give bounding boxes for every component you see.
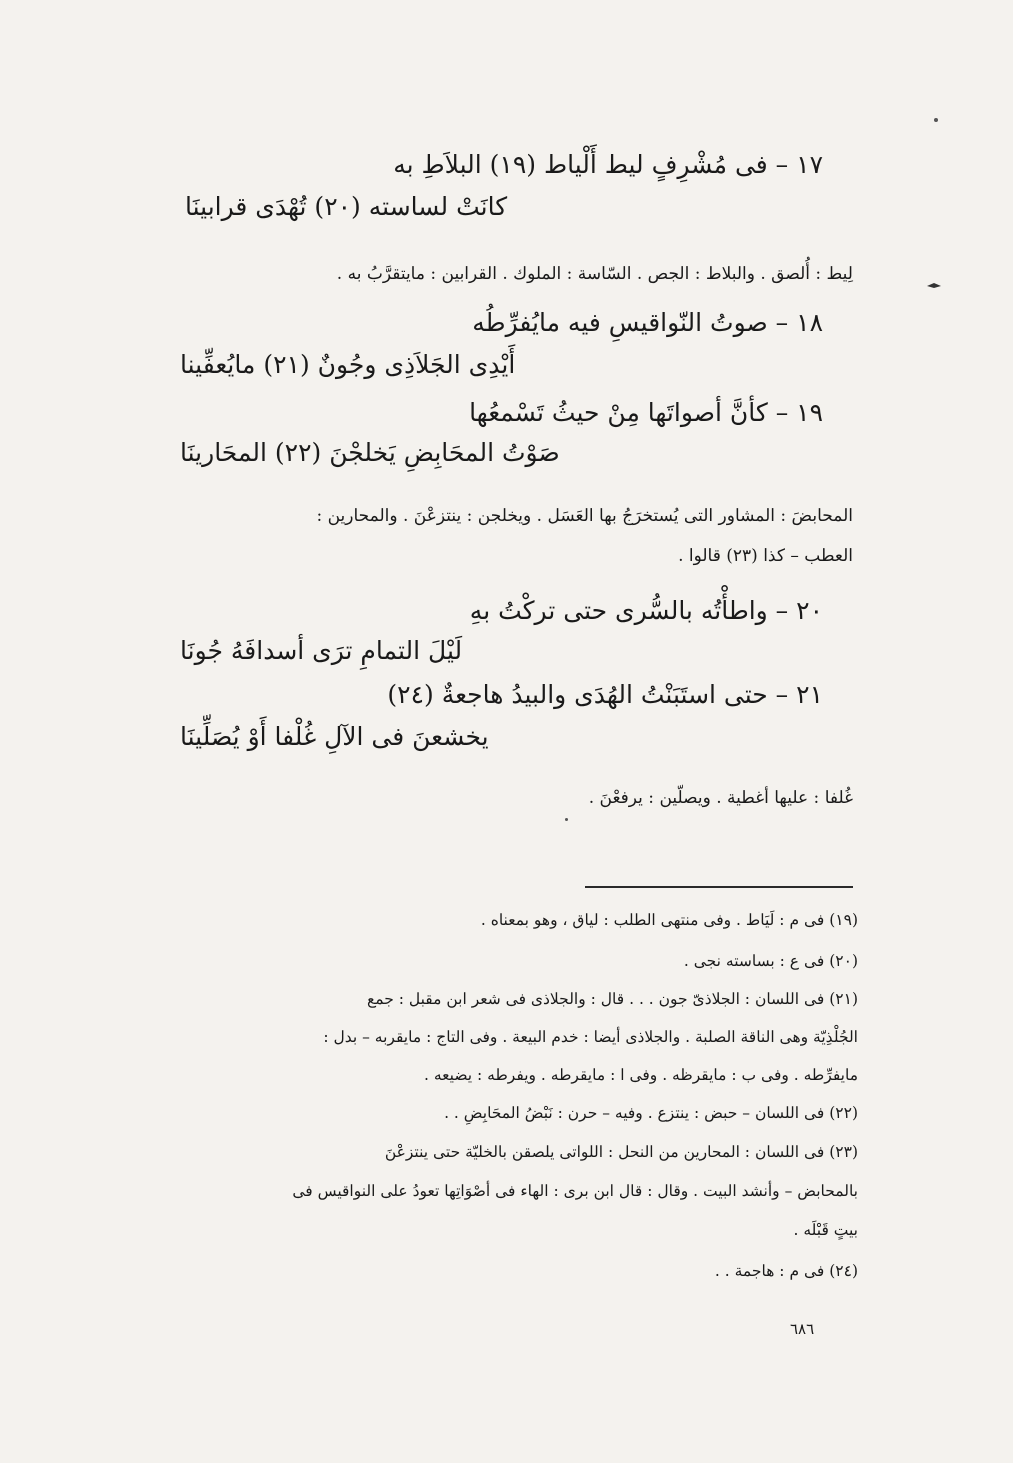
verse-21-second-hemistich: يخشعنَ فى الآلِ غُلْفا أَوْ يُصَلِّينَا	[180, 722, 489, 751]
footnote-23-line3: بيتٍ قَبْلَه .	[793, 1221, 858, 1239]
verse-17-first-hemistich: ١٧ – فى مُشْرِفٍ ليط أَلْياط (١٩) البلاَطِ به	[393, 150, 823, 179]
page-number: ٦٨٦	[790, 1320, 815, 1338]
verse-17-second-hemistich: كانَتْ لساسته (٢٠) تُهْدَى قرابينَا	[185, 192, 508, 221]
gloss-19-line2: العطب – كذا (٢٣) قالوا .	[678, 546, 853, 566]
scan-speck	[934, 118, 938, 122]
footnote-divider	[585, 886, 853, 888]
scan-speck	[565, 818, 568, 821]
footnote-20: (٢٠) فى ع : بساسته نجى .	[683, 952, 858, 970]
scan-mark	[926, 282, 942, 289]
footnote-21-line2: الجُلْذِيّة وهى الناقة الصلبة . والجلاذى أيضا : خدم البيعة . وفى التاج : مايقربه – بدل :	[323, 1028, 858, 1046]
footnote-23-line1: (٢٣) فى اللسان : المحارين من النحل : اللواتى يلصقن بالخليّة حتى ينتزعْنَ	[384, 1143, 858, 1161]
footnote-21-line3: مايفرِّطه . وفى ب : مايقرظه . وفى ا : مايقرطه . ويفرطه : يضيعه .	[424, 1066, 858, 1084]
gloss-21: غُلفا : عليها أغطية . ويصلّين : يرفعْنَ .	[588, 788, 853, 808]
footnote-24: (٢٤) فى م : هاجمة . .	[714, 1262, 858, 1280]
verse-19-first-hemistich: ١٩ – كأنَّ أصواتَها مِنْ حيثُ تَسْمعُها	[469, 398, 823, 427]
verse-19-second-hemistich: صَوْتُ المحَابِضِ يَخلجْنَ (٢٢) المحَارينَا	[180, 438, 560, 467]
gloss-19-line1: المحابضَ : المشاور التى يُستخرَجُ بها العَسَل . ويخلجن : ينتزعْنَ . والمحارين :	[316, 506, 853, 526]
verse-21-first-hemistich: ٢١ – حتى استَبَنْتُ الهُدَى والبيدُ هاجعةٌ (٢٤)	[387, 680, 823, 709]
verse-18-first-hemistich: ١٨ – صوتُ النّواقيسِ فيه مايُفرِّطُه	[472, 308, 823, 337]
footnote-19: (١٩) فى م : لَيَاط . وفى منتهى الطلب : لياق ، وهو بمعناه .	[480, 911, 858, 929]
verse-20-first-hemistich: ٢٠ – واطأْتُه بالسُّرى حتى تركْتُ بهِ	[469, 596, 823, 625]
verse-18-second-hemistich: أَيْدِى الجَلاَذِى وجُونٌ (٢١) مايُعفِّينا	[180, 350, 516, 379]
footnote-23-line2: بالمحابض – وأنشد البيت . وقال : قال ابن برى : الهاء فى أصْوَاتِها تعودُ على النواقيس فى	[292, 1182, 858, 1200]
footnote-22: (٢٢) فى اللسان – حبض : ينتزع . وفيه – حرن : نَبْضُ المحَابِضِ . .	[444, 1104, 858, 1122]
gloss-17: لِيط : أُلصق . والبلاط : الجص . السّاسة : الملوك . القرابين : مايتقرَّبُ به .	[336, 264, 853, 284]
verse-20-second-hemistich: لَيْلَ التمامِ ترَى أسدافَهُ جُونَا	[180, 636, 463, 665]
footnote-21-line1: (٢١) فى اللسان : الجلاذىّ جون . . . قال : والجلاذى فى شعر ابن مقبل : جمع	[367, 990, 858, 1008]
